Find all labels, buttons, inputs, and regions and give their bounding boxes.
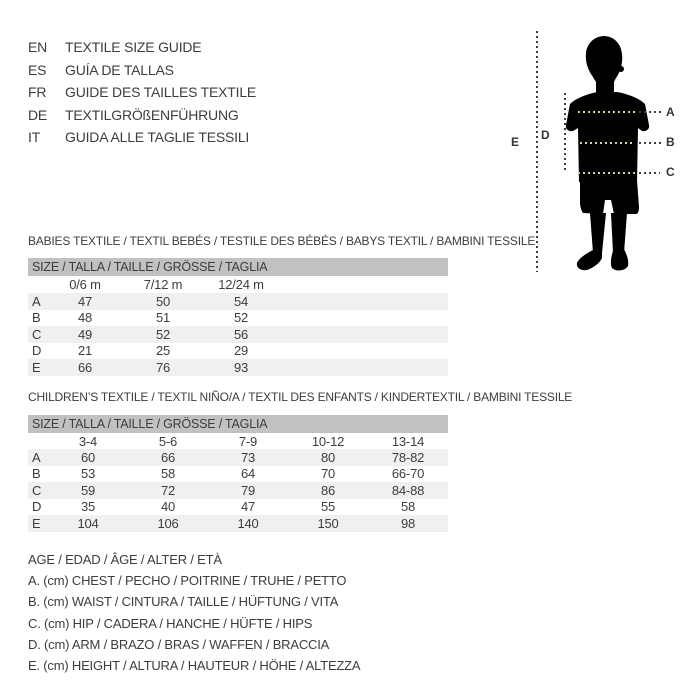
table-cell: 66 [160,449,176,465]
language-code: IT [28,129,41,146]
language-title: TEXTILGRÖßENFÜHRUNG [65,106,239,123]
column-header-row [28,276,448,293]
legend-waist: B. (cm) WAIST / CINTURA / TAILLE / HÜFTUNG / VITA [28,594,339,610]
size-header-bar: SIZE / TALLA / TAILLE / GRÖSSE / TAGLIA [28,258,448,276]
legend-age: AGE / EDAD / ÂGE / ALTER / ETÀ [28,552,222,568]
column-header: 5-6 [158,433,178,449]
hip-measure-line [578,172,636,174]
row-label: C [32,482,42,498]
table-row [28,343,448,360]
table-cell: 72 [160,482,176,498]
table-cell: 50 [155,293,171,309]
figure-label-height: E [511,135,519,149]
language-code: ES [28,61,47,78]
size-header-bar: SIZE / TALLA / TAILLE / GRÖSSE / TAGLIA [28,415,448,433]
table-cell: 98 [400,515,416,531]
table-cell: 40 [160,499,176,515]
arm-measure-line [564,93,566,172]
row-label: E [32,359,41,375]
row-label: A [32,293,41,309]
table-cell: 150 [317,515,339,531]
table-cell: 52 [155,326,171,342]
table-cell: 64 [240,466,256,482]
language-row [28,36,256,59]
table-cell: 55 [320,499,336,515]
language-title: TEXTILE SIZE GUIDE [65,39,202,56]
chest-leader-line [639,111,661,113]
column-header: 3-4 [78,433,98,449]
language-row [28,59,256,82]
column-header-row [28,433,448,449]
child-silhouette-icon [556,30,668,275]
table-cell: 73 [240,449,256,465]
row-label: D [32,343,42,359]
table-row [28,293,448,310]
table-cell: 59 [80,482,96,498]
language-title: GUÍA DE TALLAS [65,61,174,78]
table-cell: 48 [77,310,93,326]
figure-label-hip: C [666,165,675,179]
figure-label-waist: B [666,135,675,149]
language-title: GUIDA ALLE TAGLIE TESSILI [65,129,250,146]
column-header: 7/12 m [143,277,183,292]
figure-label-chest: A [666,105,675,119]
legend-hip: C. (cm) HIP / CADERA / HANCHE / HÜFTE / HIPS [28,615,313,631]
table-cell: 51 [155,310,171,326]
language-code: FR [28,84,47,101]
language-title: GUIDE DES TAILLES TEXTILE [65,84,257,101]
children-size-table [28,415,448,532]
column-header: 10-12 [311,433,345,449]
table-cell: 52 [233,310,249,326]
table-cell: 58 [160,466,176,482]
row-label: E [32,515,41,531]
table-row [28,449,448,466]
chest-measure-line [578,111,635,113]
table-cell: 56 [233,326,249,342]
language-title-list [28,36,256,149]
row-label: B [32,310,41,326]
children-table-title: CHILDREN’S TEXTILE / TEXTIL NIÑO/A / TEXTIL DES ENFANTS / KINDERTEXTIL / BAMBINI TESSILE [28,390,573,404]
table-cell: 54 [233,293,249,309]
figure-label-arm: D [541,128,550,142]
column-header: 0/6 m [69,277,101,292]
table-cell: 49 [77,326,93,342]
legend-chest: A. (cm) CHEST / PECHO / POITRINE / TRUHE / PETTO [28,573,347,589]
hip-leader-line [639,172,660,174]
table-cell: 106 [157,515,179,531]
babies-size-table [28,258,448,376]
table-cell: 47 [77,293,93,309]
height-measure-line [536,31,538,272]
table-row [28,515,448,532]
legend-height: E. (cm) HEIGHT / ALTURA / HAUTEUR / HÖHE / ALTEZZA [28,658,361,674]
babies-table-title: BABIES TEXTILE / TEXTIL BEBÉS / TESTILE DES BÉBÉS / BABYS TEXTIL / BAMBINI TESSILE [28,234,536,248]
waist-leader-line [639,142,661,144]
table-cell: 47 [240,499,256,515]
table-cell: 80 [320,449,336,465]
column-header: 12/24 m [218,277,264,292]
table-cell: 76 [155,359,171,375]
table-cell: 60 [80,449,96,465]
row-label: D [32,499,42,515]
language-row [28,81,256,104]
table-cell: 86 [320,482,336,498]
row-label: A [32,449,41,465]
measurement-legend [28,549,360,676]
row-label: C [32,326,42,342]
waist-measure-line [580,142,635,144]
language-code: EN [28,39,48,56]
legend-arm: D. (cm) ARM / BRAZO / BRAS / WAFFEN / BRACCIA [28,636,330,652]
language-code: DE [28,106,48,123]
table-cell: 21 [77,343,93,359]
column-header: 13-14 [391,433,425,449]
table-cell: 79 [240,482,256,498]
table-cell: 70 [320,466,336,482]
table-cell: 66 [77,359,93,375]
table-cell: 104 [77,515,99,531]
table-row [28,482,448,499]
table-cell: 35 [80,499,96,515]
table-cell: 140 [237,515,259,531]
table-cell: 93 [233,359,249,375]
table-cell: 84-88 [391,482,425,498]
row-label: B [32,466,41,482]
language-row [28,126,256,149]
table-cell: 66-70 [391,466,425,482]
table-cell: 78-82 [391,449,425,465]
table-cell: 29 [233,343,249,359]
table-cell: 58 [400,499,416,515]
table-cell: 25 [155,343,171,359]
table-row [28,466,448,483]
table-cell: 53 [80,466,96,482]
table-row [28,326,448,343]
table-row [28,310,448,327]
table-row [28,359,448,376]
column-header: 7-9 [238,433,258,449]
language-row [28,104,256,127]
table-row [28,499,448,516]
